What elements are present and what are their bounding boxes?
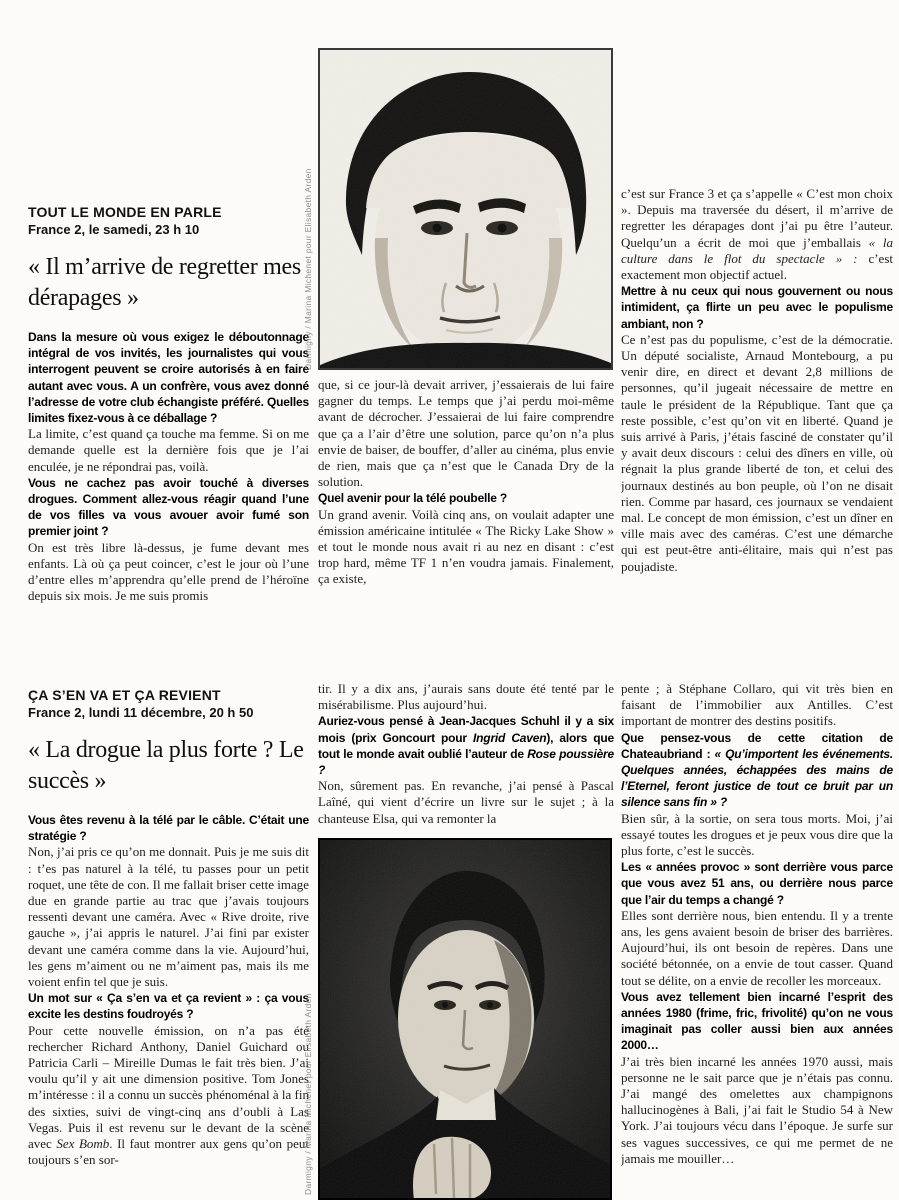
interview-question: Mettre à nu ceux qui nous gouvernent ou nous intimident, ça flirte un peu avec le populisme ambiant, non ? — [621, 284, 893, 331]
interview-answer: Non, j’ai pris ce qu’on me donnait. Puis je me suis dit : t’es pas naturel à la télé, tu passes pour un petit roquet, une tête de con. Il me fallait briser cette image due en grande partie au trac que j’avais toujours ressenti devant une caméra. Avec « Rive droite, rive gauche », j’ai appris le naturel. J’ai fini par exister devant une caméra comme dans la vie. Aujourd’hui, les gens m’aiment ou ne m’aiment pas, mais ils me voient enfin tel que je suis. — [28, 844, 309, 990]
article-1-left-column — [28, 203, 309, 604]
answer-text: Pour cette nouvelle émission, on n’a pas été rechercher Richard Anthony, Daniel Guichard ou Patricia Carli – Mireille Dumas le fait très bien. J’ai voulu qu’il y ait une dimension positive. Tom Jones m’intéresse : il a connu un succès phénoménal à la fin des sixties, suivi de vingt-cinq ans d’oubli à Las Vegas. Puis il est revenu sur le devant de la scène avec — [28, 1022, 309, 1152]
article-2-right-column — [621, 681, 893, 1193]
photo-credit-bottom: Darmigny / Marina Michenet pour Elisabeth Arden — [303, 993, 313, 1195]
quoted-phrase: « la culture dans le flot du spectacle » : — [621, 234, 893, 266]
answer-text: c’est sur France 3 et ça s’appelle « C’est mon choix ». Depuis ma traversée du désert, il m’arrive de regretter les dérapages dont j’ai pu être l’auteur. Quelqu’un a écrit de moi que j’emballais — [621, 186, 893, 250]
interview-answer: La limite, c’est quand ça touche ma femme. Si on me demande quelle est la dernière fois que je l’ai enculée, je ne répondrai pas, voilà. — [28, 426, 309, 474]
interview-answer: tir. Il y a dix ans, j’aurais sans doute été tenté par le misérabilisme. Plus aujourd’hui. — [318, 681, 614, 713]
article-1-headline: « Il m’arrive de regretter mes dérapages » — [28, 254, 301, 311]
interview-question: Vous ne cachez pas avoir touché à diverses drogues. Comment allez-vous réagir quand l’une de vos filles va vous avouer avoir fumé son premier joint ? — [28, 475, 309, 539]
article-2-middle-column — [318, 681, 614, 833]
article-2-left-column — [28, 686, 309, 1200]
answer-text: c’est exactement mon objectif actuel. — [621, 250, 893, 283]
interview-question — [318, 713, 614, 778]
article-1-right-column — [621, 186, 893, 648]
article-2-schedule: France 2, lundi 11 décembre, 20 h 50 — [28, 705, 254, 720]
interview-question: Quel avenir pour la télé poubelle ? — [318, 491, 508, 506]
interview-answer: Elles sont derrière nous, bien entendu. Il y a trente ans, les gens avaient besoin de briser des barrières. Aujourd’hui, ils ont besoin de repères. Dans une société bétonnée, on a envie de tout casser. Quand tout se délite, on a envie de recoller les morceaux. — [621, 907, 893, 988]
portrait-photo-top — [318, 48, 613, 370]
article-1-middle-column — [318, 377, 614, 647]
article-2-body — [28, 812, 309, 1168]
article-1-kicker: TOUT LE MONDE EN PARLE — [28, 204, 222, 220]
interview-question: Dans la mesure où vous exigez le déboutonnage intégral de vos invités, les journalistes qui vous interrogent peuvent se croire autorisés à en faire autant avec vous. A un confrère, vous avez donné l’adresse de votre club échangiste préféré. Quelles limites fixez-vous à ce déballage ? — [28, 330, 309, 426]
chateaubriand-quote: « Qu’importent les événements. Quelques années, échappées des mains de l’Eternel, feront justice de tout ce bruit par un silence sans fin » ? — [621, 746, 893, 810]
photo-credit-top: Darmigny / Marina Michenet pour Elisabeth Arden — [303, 168, 313, 370]
interview-answer — [621, 186, 893, 283]
portrait-photo-bottom — [318, 838, 612, 1200]
interview-question: Vous êtes revenu à la télé par le câble. C’était une stratégie ? — [28, 813, 309, 844]
interview-answer: pente ; à Stéphane Collaro, qui vit très bien en faisant de l’immobilier aux Antilles. C’est important de montrer des destins positifs. — [621, 681, 893, 729]
interview-question: Un mot sur « Ça s’en va et ça revient » : ça vous excite les destins foudroyés ? — [28, 991, 309, 1022]
book-title: Ingrid Caven — [473, 730, 547, 745]
interview-answer: Bien sûr, à la sortie, on sera tous morts. Moi, j’ai essayé toutes les drogues et je peux vous dire que la plus forte, c’est le succès. — [621, 810, 893, 859]
portrait-photo-bottom-art — [318, 838, 612, 1200]
interview-question: Vous avez tellement bien incarné l’esprit des années 1980 (frime, fric, frivolité) qu’on ne vous imaginait pas coller aussi bien aux années 2000… — [621, 989, 893, 1053]
article-2-kicker: ÇA S’EN VA ET ÇA REVIENT — [28, 687, 221, 703]
portrait-photo-top-art — [318, 48, 613, 370]
interview-question — [621, 730, 893, 811]
interview-answer: Ce n’est pas du populisme, c’est de la démocratie. Un député socialiste, Arnaud Montebourg, a pu venir dire, en direct et devant 2,8 millions de personnes, qu’il jugeait nécessaire de mettre en taule le président de la République. Tant que ça reste possible, c’est qu’on vit en liberté. Quand je suis arrivé à Paris, j’étais fasciné de constater qu’il y avait deux discours : celui des dîners en ville, où régnait la plus grande liberté de ton, et celui des journaux destinés au bon peuple, où l’on ne disait rien. Comme par hasard, ces journaux se vendaient mal. Le concept de mon émission, c’est un dîner en ville mais avec des caméras. C’est une démarche qui est peut-être anti-élitaire, mais qui n’est pas poujadiste. — [621, 331, 893, 574]
question-text: Auriez-vous pensé à Jean-Jacques Schuhl il y a six mois (prix Goncourt pour — [318, 714, 614, 745]
interview-answer: Non, sûrement pas. En revanche, j’ai pensé à Pascal Laîné, qui vient d’écrire un livre sur le sujet ; à la chanteuse Elsa, qui va remonter la — [318, 778, 614, 826]
question-text: ), alors que tout le monde avait oublié l’auteur de — [318, 730, 614, 761]
interview-answer: que, si ce jour-là devait arriver, j’essaierais de lui faire gagner du temps. Le temps que j’ai perdu moi-même avant de décrocher. J’essaierai de lui faire comprendre que ça a l’air d’être une solution, parce qu’on n’a plus envie de baiser, de bouffer, d’aller au cinéma, plus envie de rien, mais que ça n’est que le Canada Dry de la solution. — [318, 377, 614, 490]
song-title: Sex Bomb — [56, 1136, 110, 1152]
article-1-schedule: France 2, le samedi, 23 h 10 — [28, 222, 200, 237]
interview-answer — [28, 1023, 309, 1169]
interview-answer: J’ai très bien incarné les années 1970 aussi, mais personne ne le sait parce que je n’étais pas connu. J’ai mangé des omelettes aux champignons hallucinogènes à Bali, j’ai fait le Studio 54 à New York. J’ai toujours vécu dans l’époque. Je surfe sur ses vagues successives, ce qui me permet de ne jamais me mouiller… — [621, 1053, 893, 1166]
interview-answer: On est très libre là-dessus, je fume devant mes enfants. Là où ça peut coincer, c’est le jour où l’une d’entre elles m’apprendra qu’elle prend de l’héroïne depuis six mois. Je me suis promis — [28, 539, 309, 604]
question-text: Que pensez-vous de cette citation de Chateaubriand : — [621, 730, 893, 761]
article-1-body — [28, 329, 309, 604]
book-title: Rose poussière ? — [318, 746, 614, 778]
answer-text: . Il faut montrer aux gens qu’on peut toujours s’en sor- — [28, 1136, 309, 1168]
interview-question: Les « années provoc » sont derrière vous parce que vous avez 51 ans, ou derrière nous parce que l’air du temps a changé ? — [621, 860, 893, 907]
interview-answer: Un grand avenir. Voilà cinq ans, on voulait adapter une émission américaine intitulée « The Ricky Lake Show » et tout le monde nous avait ri au nez en disant : c’est trop hard, même TF 1 n’en voudra jamais. Finalement, ça existe, — [318, 506, 614, 587]
article-2-headline: « La drogue la plus forte ? Le succès » — [28, 737, 304, 794]
